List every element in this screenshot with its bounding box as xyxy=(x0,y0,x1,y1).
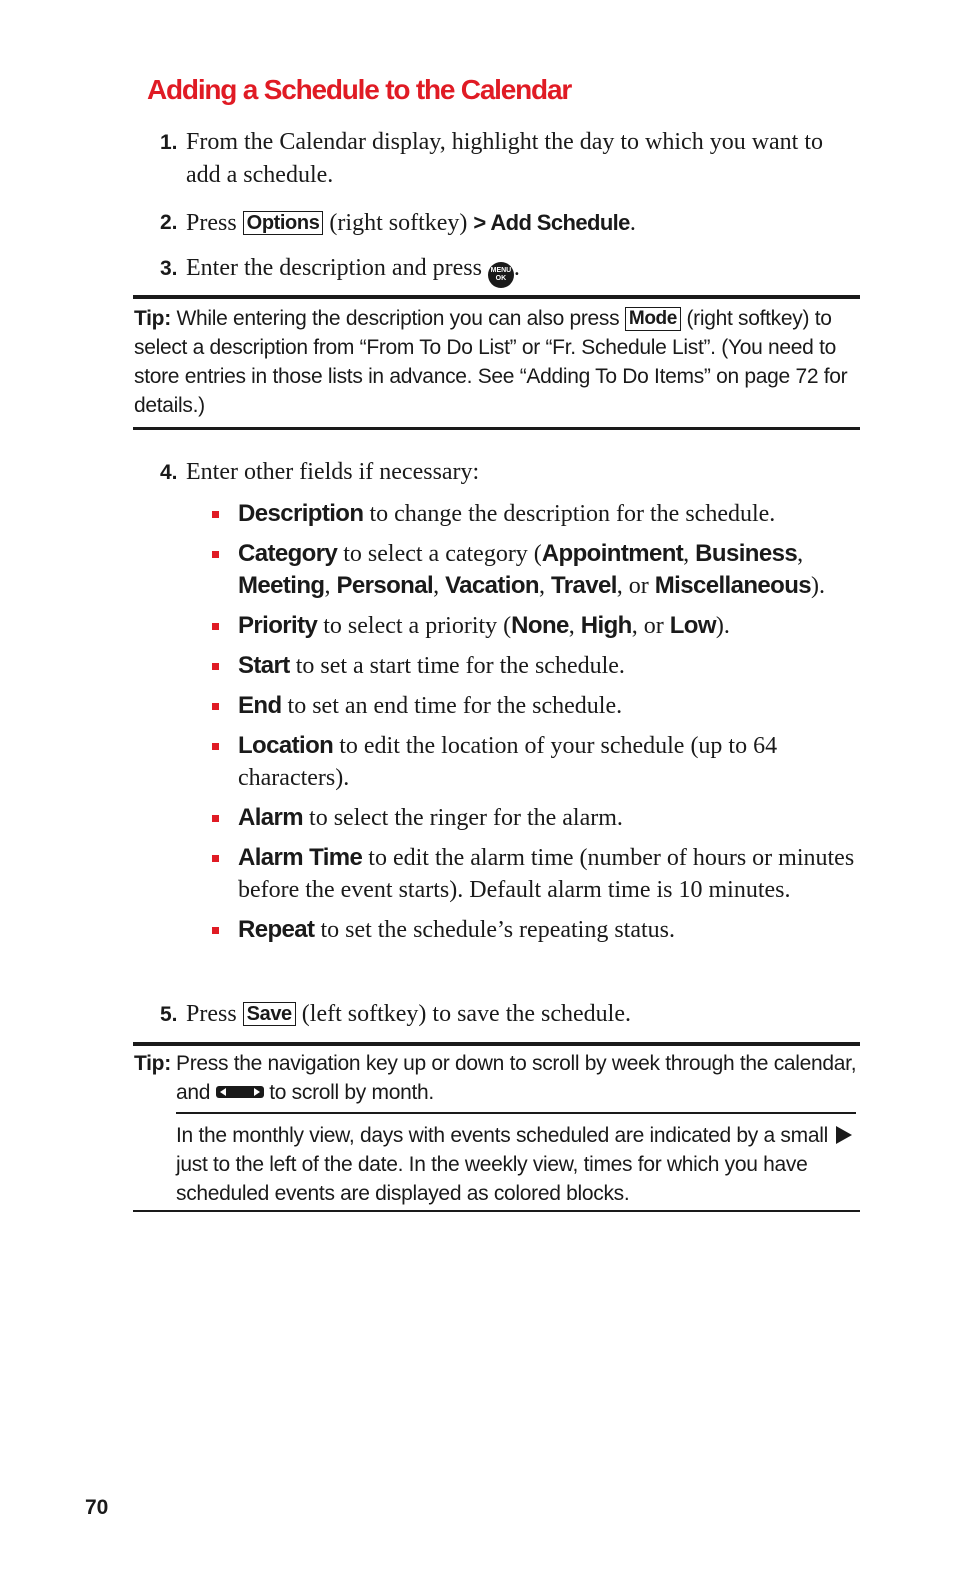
step-text-pre: Press xyxy=(186,210,237,236)
tip-bottom-rule xyxy=(133,1210,860,1212)
tip-text-pre: Press the navigation key up or down to scroll by week through the calendar, and xyxy=(176,1052,857,1104)
field-name: Alarm Time xyxy=(238,844,363,871)
list-item xyxy=(212,802,862,834)
step-text-post: (left softkey) to save the schedule. xyxy=(301,1001,631,1027)
bullet-square-icon xyxy=(212,927,219,934)
bullet-square-icon xyxy=(212,703,219,710)
tip-top-rule xyxy=(133,1042,860,1046)
list-item xyxy=(212,538,862,602)
field-list xyxy=(212,498,862,946)
field-desc: to select the ringer for the alarm. xyxy=(309,805,623,831)
tip-label: Tip: xyxy=(134,307,171,330)
step-text-pre: Press xyxy=(186,1001,237,1027)
tip-top-rule xyxy=(133,295,860,299)
field-name: Repeat xyxy=(238,916,315,943)
option-vacation: Vacation xyxy=(445,572,539,599)
field-desc-post: ). xyxy=(811,573,826,599)
step-text-mid: (right softkey) xyxy=(329,210,468,236)
field-name: Description xyxy=(238,500,364,527)
list-item xyxy=(212,650,862,682)
step-5 xyxy=(160,998,860,1031)
step-number: 1. xyxy=(160,131,178,154)
field-desc-pre: to select a category ( xyxy=(343,541,542,567)
step-number: 4. xyxy=(160,461,178,484)
step-number: 5. xyxy=(160,1003,178,1026)
step-number: 3. xyxy=(160,257,178,280)
tip-bottom-rule xyxy=(133,427,860,430)
option-none: None xyxy=(511,612,569,639)
bullet-square-icon xyxy=(212,623,219,630)
step-text xyxy=(186,252,860,288)
separator: , xyxy=(683,541,696,567)
bullet-square-icon xyxy=(212,511,219,518)
bullet-square-icon xyxy=(212,743,219,750)
field-name: Priority xyxy=(238,612,318,639)
field-desc: to set a start time for the schedule. xyxy=(295,653,625,679)
step-text-post: . xyxy=(513,255,520,281)
tip-label-cell xyxy=(134,1049,174,1078)
field-name: Alarm xyxy=(238,804,304,831)
step-2 xyxy=(160,206,860,240)
note-text-post: just to the left of the date. In the weekly view, times for which you have scheduled events are displayed as colored blocks. xyxy=(176,1153,808,1205)
list-item xyxy=(212,690,862,722)
mode-softkey-label: Mode xyxy=(625,307,681,331)
step-text: Enter other fields if necessary: xyxy=(186,459,480,485)
field-name: Location xyxy=(238,732,334,759)
menu-ok-key-icon xyxy=(488,262,514,288)
section-title: Adding a Schedule to the Calendar xyxy=(147,74,572,105)
separator: , xyxy=(324,573,337,599)
list-item xyxy=(212,730,862,794)
option-high: High xyxy=(580,612,632,639)
step-number: 2. xyxy=(160,211,178,234)
page-number: 70 xyxy=(85,1496,109,1519)
bullet-square-icon xyxy=(212,551,219,558)
field-name: Start xyxy=(238,652,290,679)
separator: , xyxy=(568,613,581,639)
step-1 xyxy=(160,126,860,192)
option-miscellaneous: Miscellaneous xyxy=(654,572,812,599)
navigation-left-right-icon xyxy=(216,1086,264,1098)
option-travel: Travel xyxy=(550,572,617,599)
step-text xyxy=(186,998,860,1031)
tip-text-pre: While entering the description you can also press xyxy=(176,307,620,330)
field-name: Category xyxy=(238,540,338,567)
tip-box-1 xyxy=(134,304,860,420)
tip-text-post: to scroll by month. xyxy=(269,1081,434,1104)
bullet-square-icon xyxy=(212,663,219,670)
field-desc-pre: to select a priority ( xyxy=(323,613,512,639)
step-text-pre: Enter the description and press xyxy=(186,255,482,281)
option-business: Business xyxy=(695,540,798,567)
separator-or: , or xyxy=(616,573,655,599)
tip-box-2 xyxy=(176,1049,860,1107)
option-meeting: Meeting xyxy=(238,572,325,599)
tip-divider xyxy=(176,1112,856,1114)
field-desc: to edit the alarm time (number of hours or minutes before the event starts). Default alarm time is 10 minutes. xyxy=(238,845,855,903)
field-name: End xyxy=(238,692,282,719)
separator: , xyxy=(538,573,551,599)
bullet-square-icon xyxy=(212,855,219,862)
field-desc-post: ). xyxy=(715,613,730,639)
option-low: Low xyxy=(669,612,716,639)
step-4 xyxy=(160,456,860,489)
step-text: From the Calendar display, highlight the day to which you want to add a schedule. xyxy=(186,129,824,188)
menu-ok-top-label: MENU xyxy=(490,267,512,274)
field-desc: to set an end time for the schedule. xyxy=(287,693,623,719)
tip-label: Tip: xyxy=(134,1052,171,1075)
bullet-square-icon xyxy=(212,815,219,822)
step-text xyxy=(186,206,860,240)
field-desc: to edit the location of your schedule (up to 64 characters). xyxy=(238,733,778,791)
tip-text-post: (right softkey) to select a description from “From To Do List” or “Fr. Schedule List”. (You need to store entries in those lists in advance. See “Adding To Do Items” on page 72 for details.) xyxy=(134,307,848,417)
separator: , xyxy=(797,541,804,567)
list-item xyxy=(212,498,862,530)
field-desc: to set the schedule’s repeating status. xyxy=(320,917,676,943)
list-item xyxy=(212,914,862,946)
field-desc: to change the description for the schedule. xyxy=(369,501,776,527)
menu-path: > Add Schedule xyxy=(473,210,630,235)
options-softkey-label: Options xyxy=(243,211,324,235)
separator: , xyxy=(433,573,446,599)
menu-ok-bottom-label: OK xyxy=(495,275,507,282)
small-triangle-icon xyxy=(836,1126,852,1144)
note-text-pre: In the monthly view, days with events scheduled are indicated by a small xyxy=(176,1124,828,1147)
option-appointment: Appointment xyxy=(541,540,684,567)
list-item xyxy=(212,610,862,642)
step-3 xyxy=(160,252,860,288)
list-item xyxy=(212,842,862,906)
tip-note xyxy=(176,1121,860,1208)
save-softkey-label: Save xyxy=(243,1002,296,1026)
option-personal: Personal xyxy=(336,572,434,599)
step-text-post: . xyxy=(629,210,636,236)
separator-or: , or xyxy=(631,613,670,639)
